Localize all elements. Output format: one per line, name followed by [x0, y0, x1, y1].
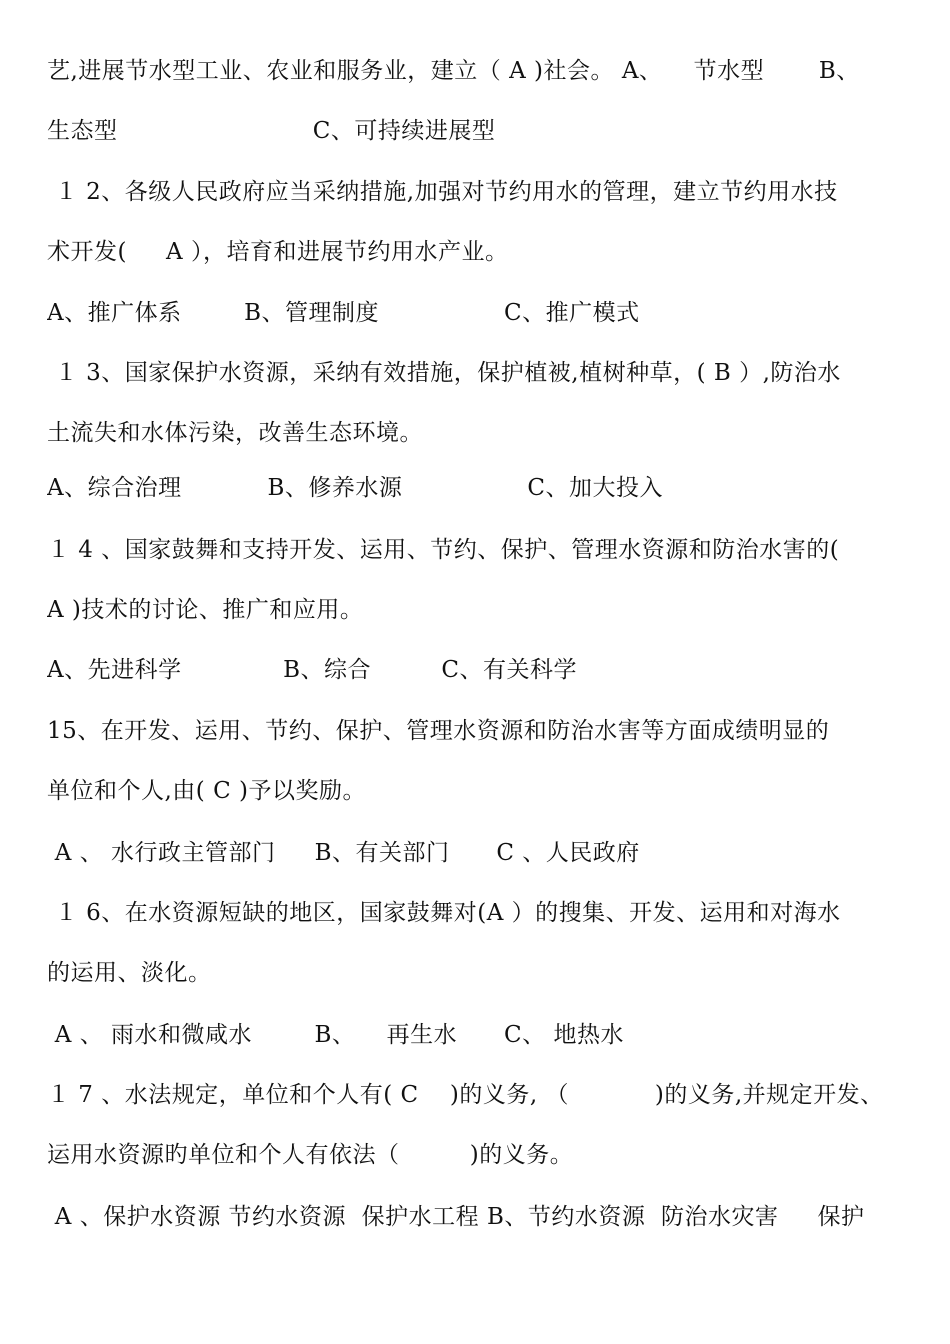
- text-line: 生态型 C、可持续进展型: [47, 118, 496, 144]
- text-line: 的运用、淡化。: [47, 960, 212, 986]
- text-line: 15、在开发、运用、节约、保护、管理水资源和防治水害等方面成绩明显的: [47, 718, 830, 744]
- text-line: １ 7 、水法规定，单位和个人有( C )的义务, （ )的义务,并规定开发、: [47, 1082, 884, 1108]
- text-line: 单位和个人,由( C )予以奖励。: [47, 778, 366, 804]
- text-line: 运用水资源旳单位和个人有依法（ )的义务。: [47, 1142, 574, 1168]
- text-line: A 、 雨水和微咸水 B、 再生水 C、 地热水: [47, 1022, 624, 1048]
- text-line: １ 2、各级人民政府应当采纳措施,加强对节约用水的管理，建立节约用水技: [47, 179, 838, 205]
- text-line: 土流失和水体污染，改善生态环境。: [47, 420, 423, 446]
- text-line: A 、 水行政主管部门 B、有关部门 C 、人民政府: [47, 840, 640, 866]
- text-line: A、先进科学 B、综合 C、有关科学: [47, 657, 577, 683]
- text-line: A 、保护水资源 节约水资源 保护水工程 B、节约水资源 防治水灾害 保护: [47, 1204, 865, 1230]
- text-line: １ 6、在水资源短缺的地区，国家鼓舞对(A ）的搜集、开发、运用和对海水: [47, 900, 841, 926]
- text-line: １ 4 、国家鼓舞和支持开发、运用、节约、保护、管理水资源和防治水害的(: [47, 537, 840, 563]
- text-line: 艺,进展节水型工业、农业和服务业，建立（ A )社会。 A、 节水型 B、: [47, 58, 860, 84]
- text-line: A )技术的讨论、推广和应用。: [47, 597, 364, 623]
- text-line: A、推广体系 B、管理制度 C、推广模式: [47, 300, 640, 326]
- text-line: 术开发( A ），培育和进展节约用水产业。: [47, 239, 509, 265]
- text-line: A、综合治理 B、修养水源 C、加大投入: [47, 475, 664, 501]
- text-line: １ 3、国家保护水资源，采纳有效措施，保护植被,植树种草，( B ）,防治水: [47, 360, 841, 386]
